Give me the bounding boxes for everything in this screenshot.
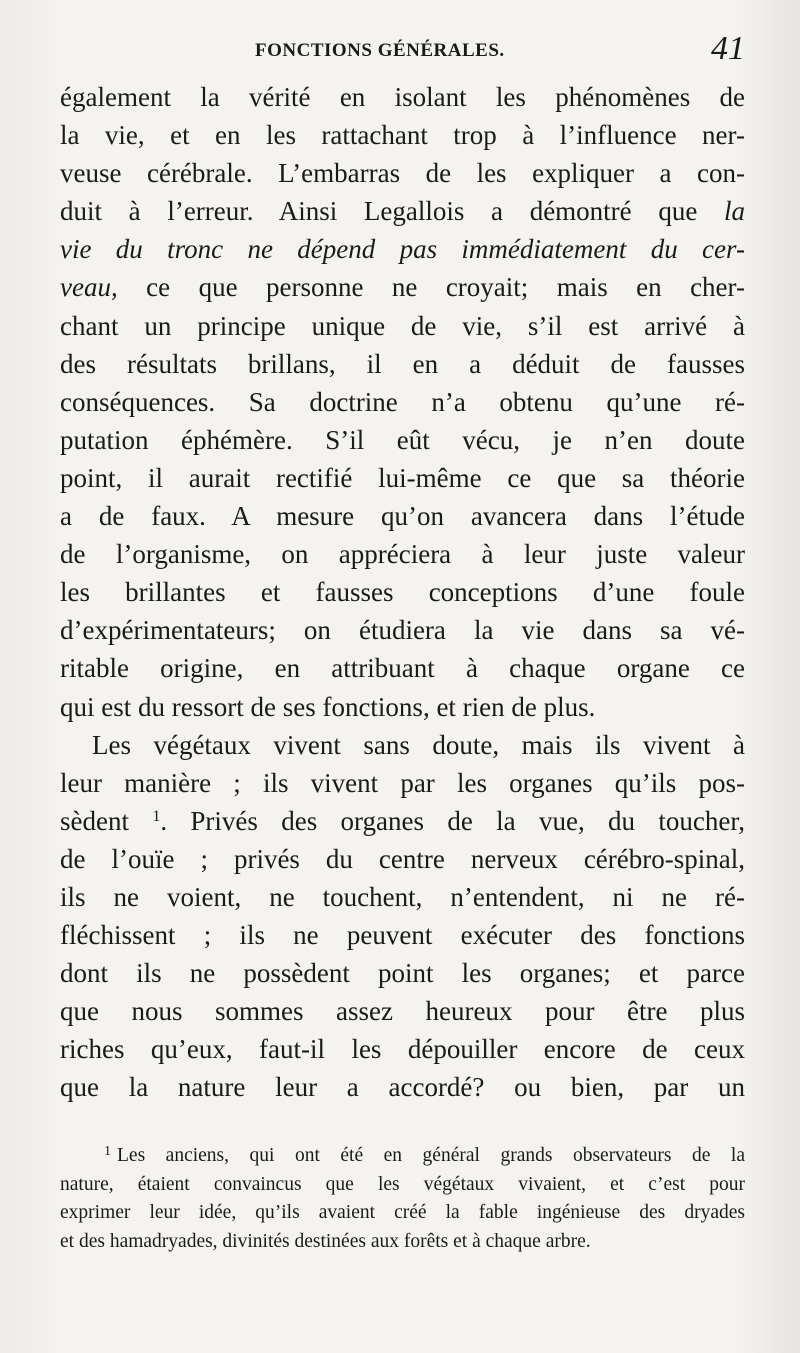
text-line: de l’ouïe ; privés du centre nerveux cérébro-spinal, [60, 843, 745, 874]
text-line: leur manière ; ils vivent par les organes qu’ils pos- [60, 767, 745, 798]
footnote-reference: 1 [152, 807, 161, 825]
text-line: chant un principe unique de vie, s’il est arrivé à [60, 310, 745, 341]
text-line: fléchissent ; ils ne peuvent exécuter des fonctions [60, 920, 745, 951]
text-line [60, 802, 745, 840]
italic-span: veau, [60, 272, 118, 303]
text-line: veuse cérébrale. L’embarras de les expliquer a con- [60, 158, 745, 189]
text-line: de l’organisme, on appréciera à leur juste valeur [60, 539, 745, 570]
text-span: Les anciens, qui ont été en général grands observateurs de la [117, 1145, 745, 1166]
text-line: ils ne voient, ne touchent, n’entendent, ni ne ré- [60, 881, 745, 912]
text-line: la vie, et en les rattachant trop à l’influence ner- [60, 120, 745, 151]
text-line: Les végétaux vivent sans doute, mais ils vivent à [92, 729, 745, 760]
text-line: les brillantes et fausses conceptions d’une foule [60, 577, 745, 608]
footnote-line: et des hamadryades, divinités destinées aux forêts et à chaque arbre. [60, 1230, 591, 1252]
text-line: putation éphémère. S’il eût vécu, je n’en doute [60, 424, 745, 455]
text-span: duit à l’erreur. Ainsi Legallois a démontré que [60, 196, 724, 227]
text-line: que la nature leur a accordé? ou bien, par un [60, 1072, 745, 1103]
page-header [60, 30, 745, 76]
text-line: conséquences. Sa doctrine n’a obtenu qu’une ré- [60, 386, 745, 417]
text-line: qui est du ressort de ses fonctions, et rien de plus. [60, 691, 596, 722]
text-span: sèdent [60, 805, 153, 836]
text-line [60, 192, 745, 230]
text-line: d’expérimentateurs; on étudiera la vie dans sa vé- [60, 615, 745, 646]
text-line: a de faux. A mesure qu’on avancera dans l’étude [60, 501, 745, 532]
text-line: également la vérité en isolant les phénomènes de [60, 82, 745, 112]
text-line: dont ils ne possèdent point les organes; et parce [60, 958, 745, 989]
running-head: FONCTIONS GÉNÉRALES. [255, 40, 505, 61]
text-line: vie du tronc ne dépend pas immédiatement du cer- [60, 234, 745, 265]
footnote [60, 1138, 745, 1256]
main-text [60, 78, 745, 1107]
footnote-line [60, 1138, 745, 1171]
footnote-line: exprimer leur idée, qu’ils avaient créé la fable ingénieuse des dryades [60, 1202, 745, 1223]
text-line: des résultats brillans, il en a déduit de fausses [60, 348, 745, 379]
italic-span: la [723, 196, 745, 227]
text-line: riches qu’eux, faut-il les dépouiller encore de ceux [60, 1034, 745, 1065]
text-line: point, il aurait rectifié lui-même ce que sa théorie [60, 462, 745, 493]
text-span: . Privés des organes de la vue, du toucher, [160, 805, 745, 836]
page-number: 41 [711, 30, 745, 67]
footnote-line: nature, étaient convaincus que les végétaux vivaient, et c’est pour [60, 1173, 745, 1195]
paragraph-1 [60, 78, 745, 726]
text-span: ce que personne ne croyait; mais en cher- [117, 272, 745, 303]
text-line: que nous sommes assez heureux pour être plus [60, 996, 745, 1027]
text-line [60, 268, 745, 306]
text-line: ritable origine, en attribuant à chaque organe ce [60, 653, 745, 684]
paragraph-2 [60, 726, 745, 1107]
footnote-mark: 1 [104, 1144, 111, 1159]
